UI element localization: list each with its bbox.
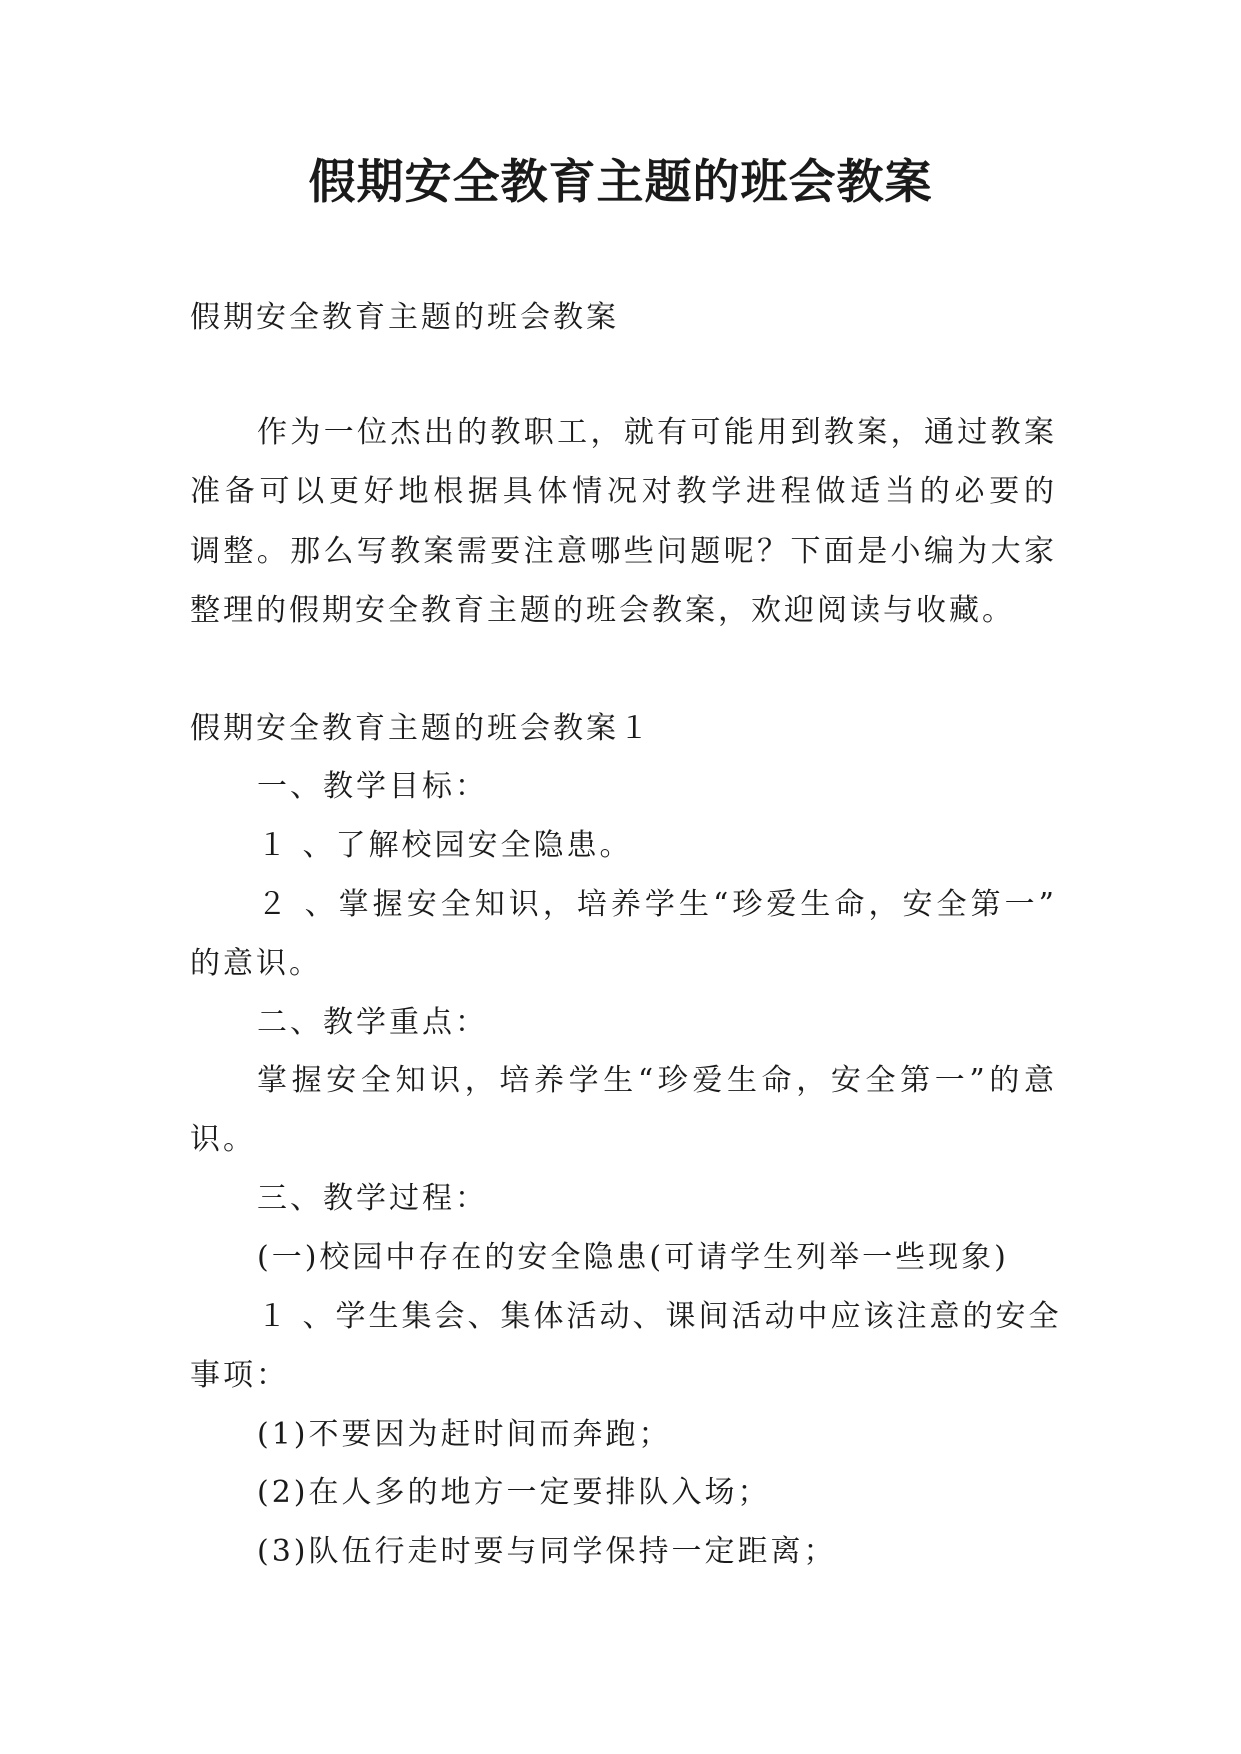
document-subtitle: 假期安全教育主题的班会教案 (190, 300, 619, 335)
body-line: (一)校园中存在的安全隐患(可请学生列举一些现象) (257, 1240, 1009, 1275)
intro-line: 作为一位杰出的教职工，就有可能用到教案，通过教案 (257, 415, 1057, 450)
intro-line: 调整。那么写教案需要注意哪些问题呢？下面是小编为大家 (190, 534, 1057, 569)
body-line: 二、教学重点： (257, 1005, 488, 1040)
body-line: １ 、学生集会、集体活动、课间活动中应该注意的安全 (257, 1299, 1062, 1334)
body-line: (3)队伍行走时要与同学保持一定距离； (257, 1534, 837, 1569)
section-heading: 假期安全教育主题的班会教案１ (190, 711, 652, 746)
body-line: (1)不要因为赶时间而奔跑； (257, 1417, 672, 1452)
body-line: 三、教学过程： (257, 1181, 488, 1216)
body-line: １ 、了解校园安全隐患。 (257, 828, 633, 863)
body-line: 掌握安全知识，培养学生“珍爱生命，安全第一”的意 (257, 1063, 1057, 1098)
body-line: 的意识。 (190, 946, 322, 981)
document-title: 假期安全教育主题的班会教案 (308, 155, 933, 210)
body-line: 事项： (190, 1358, 289, 1393)
body-line: ２ 、掌握安全知识，培养学生“珍爱生命，安全第一” (257, 887, 1057, 922)
intro-line: 准备可以更好地根据具体情况对教学进程做适当的必要的 (190, 474, 1057, 509)
body-line: 一、教学目标： (257, 769, 488, 804)
body-line: 识。 (190, 1122, 256, 1157)
body-line: (2)在人多的地方一定要排队入场； (257, 1475, 771, 1510)
intro-line: 整理的假期安全教育主题的班会教案，欢迎阅读与收藏。 (190, 593, 1015, 628)
